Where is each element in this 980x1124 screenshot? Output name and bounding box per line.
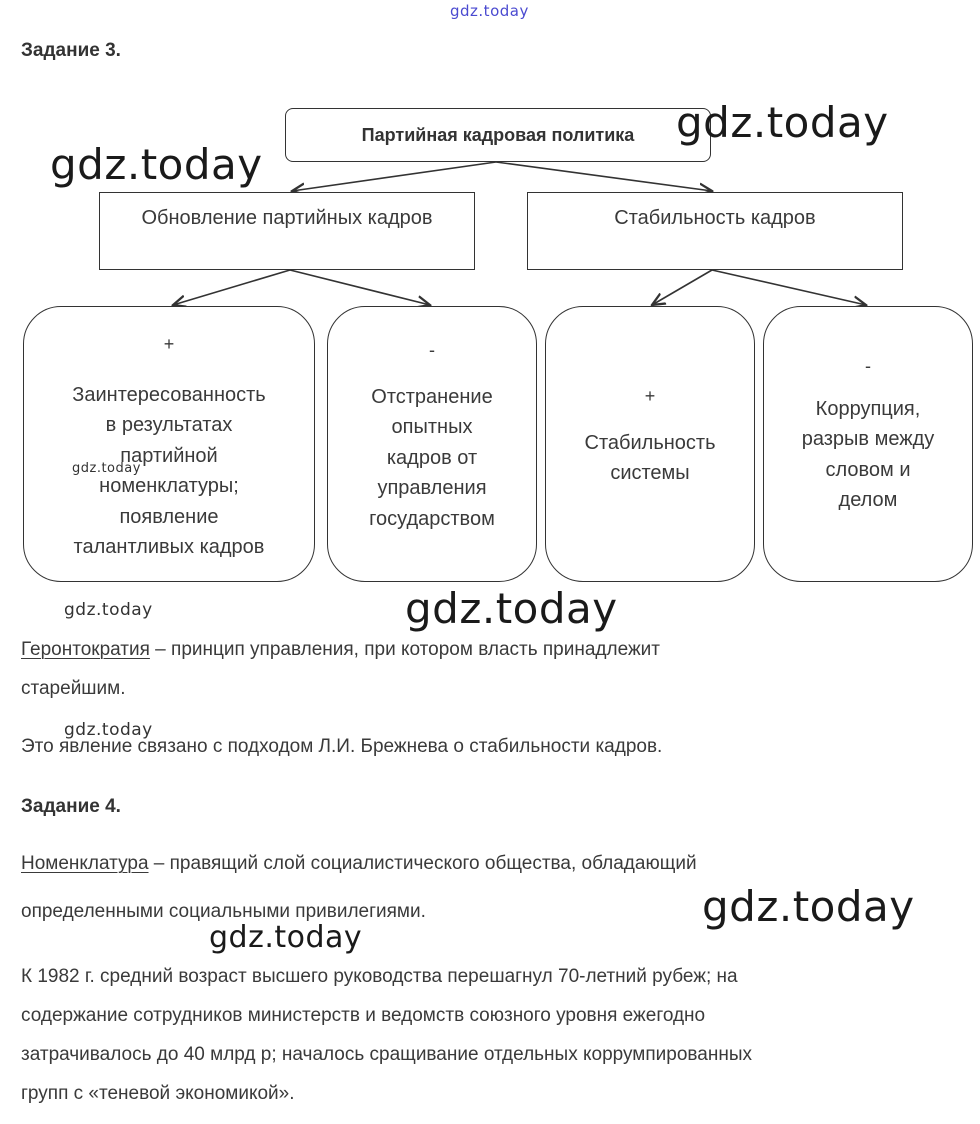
diagram-left-branch-label: Обновление партийных кадров bbox=[141, 207, 433, 229]
arrow-right-to-plus bbox=[652, 270, 712, 305]
watermark: gdz.today bbox=[64, 720, 153, 740]
task4-fact-line: затрачивалось до 40 млрд р; началось сращивание отдельных коррумпированных bbox=[21, 1044, 752, 1065]
watermark: gdz.today bbox=[72, 461, 141, 476]
task4-fact-line: К 1982 г. средний возраст высшего руководства перешагнул 70-летний рубеж; на bbox=[21, 966, 738, 987]
task4-fact-line: содержание сотрудников министерств и ведомств союзного уровня ежегодно bbox=[21, 1005, 706, 1026]
diagram-leaf-stability-minus bbox=[763, 306, 973, 582]
watermark: gdz.today bbox=[676, 98, 889, 147]
arrow-left-to-plus bbox=[173, 270, 290, 305]
diagram-right-branch-label: Стабильность кадров bbox=[614, 207, 816, 229]
arrow-right-to-minus bbox=[712, 270, 866, 305]
diagram-leaf-renewal-minus bbox=[327, 306, 537, 582]
leaf-text: Коррупция, разрыв между словом и делом bbox=[801, 397, 935, 511]
definition-text: – принцип управления, при котором власть принадлежит bbox=[149, 639, 660, 660]
task3-definition bbox=[21, 630, 660, 669]
leaf-text: Отстранение опытных кадров от управления государством bbox=[369, 385, 495, 530]
diagram-leaf-stability-plus bbox=[545, 306, 755, 582]
arrow-left-to-minus bbox=[290, 270, 430, 305]
term-gerontocracy: Геронтократия bbox=[21, 639, 150, 660]
watermark: gdz.today bbox=[50, 140, 263, 189]
arrow-root-to-right bbox=[496, 162, 712, 191]
task4-definition-line2: определенными социальными привилегиями. bbox=[21, 901, 426, 922]
diagram-right-branch-box bbox=[527, 192, 903, 270]
diagram-left-branch-box bbox=[99, 192, 475, 270]
leaf-sign: + bbox=[644, 386, 656, 406]
task3-heading: Задание 3. bbox=[21, 40, 121, 61]
leaf-sign: + bbox=[163, 334, 175, 354]
arrow-root-to-left bbox=[292, 162, 496, 191]
task4-definition bbox=[21, 844, 697, 883]
leaf-sign: - bbox=[429, 340, 435, 360]
watermark: gdz.today bbox=[64, 600, 153, 620]
leaf-text: Стабильность системы bbox=[584, 431, 716, 484]
watermark: gdz.today bbox=[209, 920, 363, 955]
diagram-leaf-renewal-plus bbox=[23, 306, 315, 582]
task4-heading: Задание 4. bbox=[21, 796, 121, 817]
watermark-top: gdz.today bbox=[450, 2, 529, 20]
definition-text: – правящий слой социалистического общества, обладающий bbox=[148, 853, 697, 874]
watermark: gdz.today bbox=[702, 882, 915, 931]
watermark: gdz.today bbox=[405, 584, 618, 633]
leaf-text: Заинтересованность в результатах партийной номенклатуры; появление талантливых кадров bbox=[72, 383, 266, 558]
diagram-root-box bbox=[285, 108, 711, 162]
diagram-root-label: Партийная кадровая политика bbox=[361, 124, 635, 145]
task3-definition-line2: старейшим. bbox=[21, 678, 126, 699]
leaf-sign: - bbox=[865, 356, 871, 376]
term-nomenclature: Номенклатура bbox=[21, 853, 149, 874]
task4-fact-line: групп с «теневой экономикой». bbox=[21, 1083, 295, 1104]
task3-note: Это явление связано с подходом Л.И. Брежнева о стабильности кадров. bbox=[21, 736, 663, 757]
